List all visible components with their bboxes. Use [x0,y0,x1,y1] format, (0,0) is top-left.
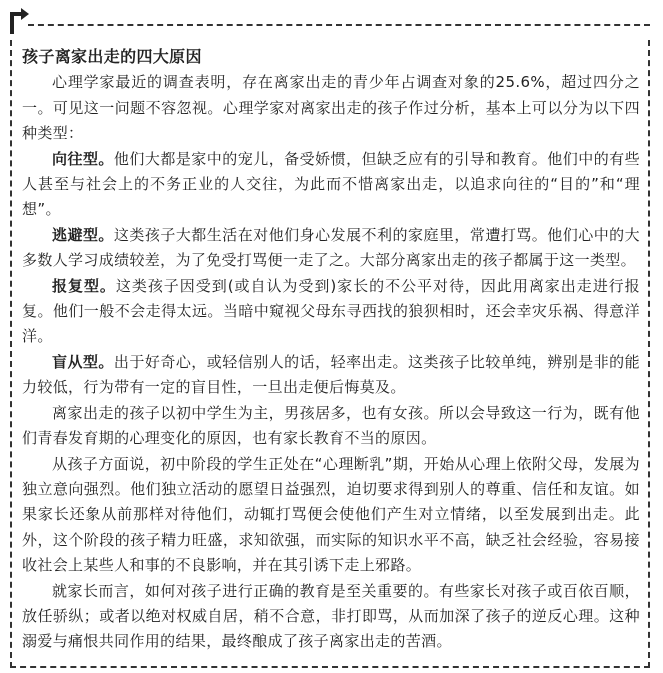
article-content [22,44,640,655]
type-term: 逃避型。 [52,225,114,244]
body-paragraph: 就家长而言，如何对孩子进行正确的教育是至关重要的。有些家长对孩子或百依百顺，放任骄纵；或者以绝对权威自居，稍不合意，非打即骂，从而加深了孩子的逆反心理。这种溺爱与痛恨共同作用的结果，最终酿成了孩子离家出走的苦酒。 [22,581,640,651]
corner-arrow-icon [4,4,34,34]
type-term: 向往型。 [52,149,114,168]
type-text: 这类孩子因受到(或自认为受到)家长的不公平对待，因此用离家出走进行报复。他们一般不会走得太远。当暗中窥视父母东寻西找的狼狈相时，还会幸灾乐祸、得意洋洋。 [22,276,640,346]
type-paragraph [22,223,640,274]
type-text: 出于好奇心，或轻信别人的话，轻率出走。这类孩子比较单纯，辨别是非的能力较低，行为带有一定的盲目性，一旦出走便后悔莫及。 [22,352,641,397]
type-text: 他们大都是家中的宠儿，备受娇惯，但缺乏应有的引导和教育。他们中的有些人甚至与社会上的不务正业的人交往，为此而不惜离家出走，以追求向往的“目的”和“理想”。 [22,149,641,219]
body-paragraph: 从孩子方面说，初中阶段的学生正处在“心理断乳”期，开始从心理上依附父母，发展为独立意向强烈。他们独立活动的愿望日益强烈，迫切要求得到别人的尊重、信任和友谊。如果家长还象从前那样对待他们，动辄打骂便会使他们产生对立情绪，以至发展到出走。此外，这个阶段的孩子精力旺盛，求知欲强，而实际的知识水平不高，缺乏社会经验，容易接收社会上某些人和事的不良影响，并在其引诱下走上邪路。 [22,454,640,575]
type-paragraph [22,274,640,350]
article-title: 孩子离家出走的四大原因 [22,47,202,66]
type-term: 盲从型。 [52,352,114,371]
frame-top-border [28,24,650,26]
type-text: 这类孩子大都生活在对他们身心发展不利的家庭里，常遭打骂。他们心中的大多数人学习成绩较差，为了免受打骂便一走了之。大部分离家出走的孩子都属于这一类型。 [22,225,641,270]
type-paragraph [22,350,640,401]
type-paragraph [22,147,640,223]
intro-paragraph: 心理学家最近的调查表明，存在离家出走的青少年占调查对象的25.6%，超过四分之一。可见这一问题不容忽视。心理学家对离家出走的孩子作过分析，基本上可以分为以下四种类型： [22,73,640,143]
body-paragraph: 离家出走的孩子以初中学生为主，男孩居多，也有女孩。所以会导致这一行为，既有他们青春发育期的心理变化的原因，也有家长教育不当的原因。 [22,403,640,448]
type-term: 报复型。 [52,276,116,295]
